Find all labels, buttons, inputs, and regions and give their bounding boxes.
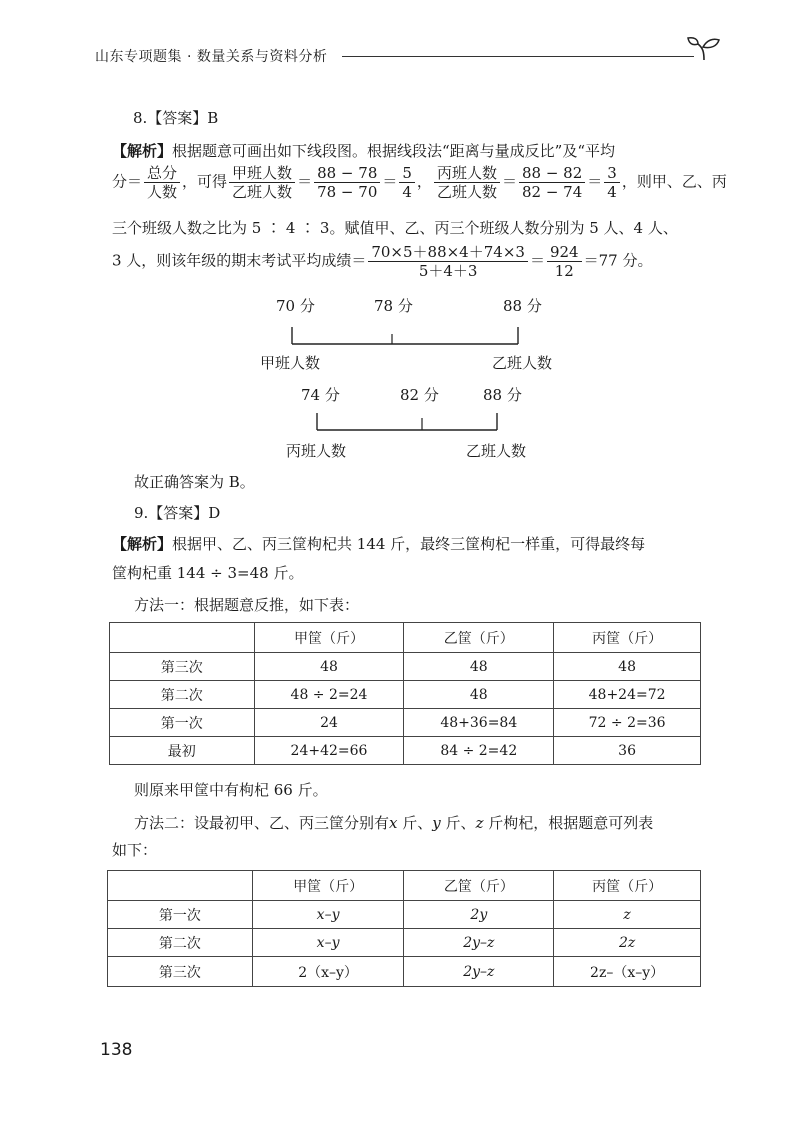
table-cell: 第二次 (110, 681, 255, 709)
ratio-suffix: ，则甲、乙、丙 (621, 172, 727, 191)
method2-text: 方法二：设最初甲、乙、丙三筐分别有 (134, 814, 390, 832)
table-cell: 24+42=66 (254, 737, 404, 765)
table-header-cell: 丙筐（斤） (554, 623, 701, 653)
page-number: 138 (100, 1040, 133, 1060)
fraction-numerator: 70×5＋88×4＋74×3 (368, 243, 528, 262)
table-header-row (110, 623, 701, 653)
table-cell: 48+24=72 (554, 681, 701, 709)
fraction-ratio-3 (399, 164, 415, 201)
grade-suffix: ＝77 分。 (583, 251, 653, 270)
method2-line1 (134, 813, 653, 833)
fraction-result (547, 243, 582, 280)
seg2-right-score: 88 分 (483, 386, 522, 404)
seg1-line (285, 324, 525, 348)
fraction-average (144, 164, 180, 201)
table-cell: 2y–z (404, 957, 554, 987)
fraction-ratio-5 (519, 164, 585, 201)
seg2-left-score: 74 分 (301, 386, 340, 404)
method2-text: 斤、 (445, 814, 476, 832)
analysis-text: 根据甲、乙、丙三筐枸杞共 144 斤，最终三筐枸杞一样重，可得最终每 (172, 535, 646, 553)
table-row (110, 681, 701, 709)
seg2-line (310, 410, 510, 434)
variable-z: z (475, 814, 484, 832)
fraction-denominator: 4 (607, 183, 617, 201)
fraction-ratio-6 (604, 164, 620, 201)
fraction-ratio-1 (229, 164, 295, 201)
table-header-cell: 丙筐（斤） (554, 871, 701, 901)
seg1-right-score: 88 分 (503, 297, 542, 315)
table-cell: 第一次 (108, 901, 253, 929)
table-row (108, 929, 701, 957)
q8-conclusion: 故正确答案为 B。 (134, 473, 255, 491)
fraction-numerator: 924 (547, 243, 582, 262)
table-row (108, 901, 701, 929)
table-cell: x–y (252, 901, 404, 929)
table-cell: 48 (554, 653, 701, 681)
grade-prefix: 3 人，则该年级的期末考试平均成绩＝ (112, 251, 367, 270)
table-row (110, 653, 701, 681)
q9-analysis-line1 (112, 534, 645, 554)
table-cell: 48 (404, 653, 554, 681)
seg2-right-label: 乙班人数 (466, 442, 527, 460)
seg1-left-label: 甲班人数 (260, 354, 321, 372)
table-row (108, 957, 701, 987)
table-cell: 第一次 (110, 709, 255, 737)
fraction-denominator: 人数 (147, 183, 178, 201)
fraction-denominator: 5＋4＋3 (418, 262, 478, 280)
table-header-cell (108, 871, 253, 901)
method2-text: 斤、 (402, 814, 433, 832)
fraction-denominator: 82 − 74 (521, 183, 583, 201)
fraction-denominator: 乙班人数 (436, 183, 497, 201)
table-cell: 48+36=84 (404, 709, 554, 737)
q8-analysis-line1 (112, 141, 615, 161)
analysis-text: 根据题意可画出如下线段图。根据线段法“距离与量成反比”及“平均 (172, 142, 616, 160)
table-cell: 第三次 (108, 957, 253, 987)
table-header-cell: 甲筐（斤） (252, 871, 404, 901)
avg-prefix: 分＝ (112, 172, 143, 191)
variable-y: y (432, 814, 441, 832)
running-header-title: 山东专项题集 · 数量关系与资料分析 (95, 49, 328, 65)
table-cell: 第二次 (108, 929, 253, 957)
fraction-numerator: 88 − 78 (314, 164, 380, 183)
q9-analysis-line2: 筐枸杞重 144 ÷ 3=48 斤。 (112, 564, 304, 582)
method1-intro: 方法一：根据题意反推，如下表： (134, 596, 360, 614)
fraction-denominator: 78 − 70 (317, 183, 378, 201)
table-header-cell: 甲筐（斤） (254, 623, 404, 653)
q8-answer: 8.【答案】B (133, 109, 219, 127)
table-cell: 48 ÷ 2=24 (254, 681, 404, 709)
table-cell: x–y (252, 929, 404, 957)
seg1-right-label: 乙班人数 (492, 354, 553, 372)
table-cell: 2z–（x–y） (554, 957, 701, 987)
q8-analysis-line2: 分＝ $\frac{\text{总分}}{\text{人数}}$ ，可得 $\frac{\text{甲班人数}}{\text{乙班人数}}$ ＝ $\frac{88 - 78}{78 - 70}$ ＝ $\frac{5}{4}$ ， $\frac{\text{丙班人数}}{\text{乙班人数}}$ ＝ $\frac{88 - 82}{82 - 74}$ ＝ $\frac{3}{4}$ ，则甲、乙、丙 (112, 164, 727, 201)
table-cell: 2y (404, 901, 554, 929)
table-cell: 2y–z (404, 929, 554, 957)
table-header-cell (110, 623, 255, 653)
fraction-numerator: 丙班人数 (434, 164, 500, 183)
analysis-tag: 【解析】 (112, 142, 173, 160)
fraction-denominator: 12 (554, 262, 574, 280)
fraction-denominator: 乙班人数 (232, 183, 293, 201)
method2-text: 斤枸杞，根据题意可列表 (488, 814, 654, 832)
table-row (110, 737, 701, 765)
table-cell: 最初 (110, 737, 255, 765)
header-rule (342, 56, 694, 57)
table-header-cell: 乙筐（斤） (404, 623, 554, 653)
seg1-left-score: 70 分 (276, 297, 315, 315)
table-row (110, 709, 701, 737)
table-cell: 24 (254, 709, 404, 737)
fraction-numerator: 3 (604, 164, 620, 183)
table-cell: 48 (404, 681, 554, 709)
table-cell: 36 (554, 737, 701, 765)
fraction-denominator: 4 (402, 183, 412, 201)
fraction-numerator: 88 − 82 (519, 164, 585, 183)
q8-analysis-line4: 3 人，则该年级的期末考试平均成绩＝ $\frac{70\times 5+88\times 4+74\times 3}{5+4+3}$ ＝ $\frac{924}{12}$ ＝77 分。 (112, 243, 653, 280)
fraction-numerator: 甲班人数 (229, 164, 295, 183)
seg2-mid-score: 82 分 (400, 386, 439, 404)
fraction-ratio-4 (434, 164, 500, 201)
table-cell: 第三次 (110, 653, 255, 681)
table-cell: 84 ÷ 2=42 (404, 737, 554, 765)
method2-table (107, 870, 701, 987)
method1-result: 则原来甲筐中有枸杞 66 斤。 (134, 781, 328, 799)
avg-mid: ，可得 (182, 172, 228, 191)
table-cell: 2（x–y） (252, 957, 404, 987)
table-cell: 48 (254, 653, 404, 681)
analysis-tag: 【解析】 (112, 535, 173, 553)
method1-table (109, 622, 701, 765)
seg2-left-label: 丙班人数 (286, 442, 347, 460)
table-header-row (108, 871, 701, 901)
sprout-icon (686, 34, 722, 62)
q9-answer: 9.【答案】D (134, 504, 221, 522)
variable-x: x (389, 814, 398, 832)
q8-analysis-line3: 三个班级人数之比为 5 ∶ 4 ∶ 3。赋值甲、乙、丙三个班级人数分别为 5 人、4 人、 (112, 219, 678, 237)
table-cell: 72 ÷ 2=36 (554, 709, 701, 737)
fraction-numerator: 总分 (144, 164, 180, 183)
method2-line2: 如下： (112, 841, 158, 859)
fraction-weighted-sum (368, 243, 528, 280)
table-header-cell: 乙筐（斤） (404, 871, 554, 901)
seg1-mid-score: 78 分 (374, 297, 413, 315)
table-cell: 2z (554, 929, 701, 957)
fraction-ratio-2 (314, 164, 380, 201)
table-cell: z (554, 901, 701, 929)
fraction-numerator: 5 (399, 164, 415, 183)
